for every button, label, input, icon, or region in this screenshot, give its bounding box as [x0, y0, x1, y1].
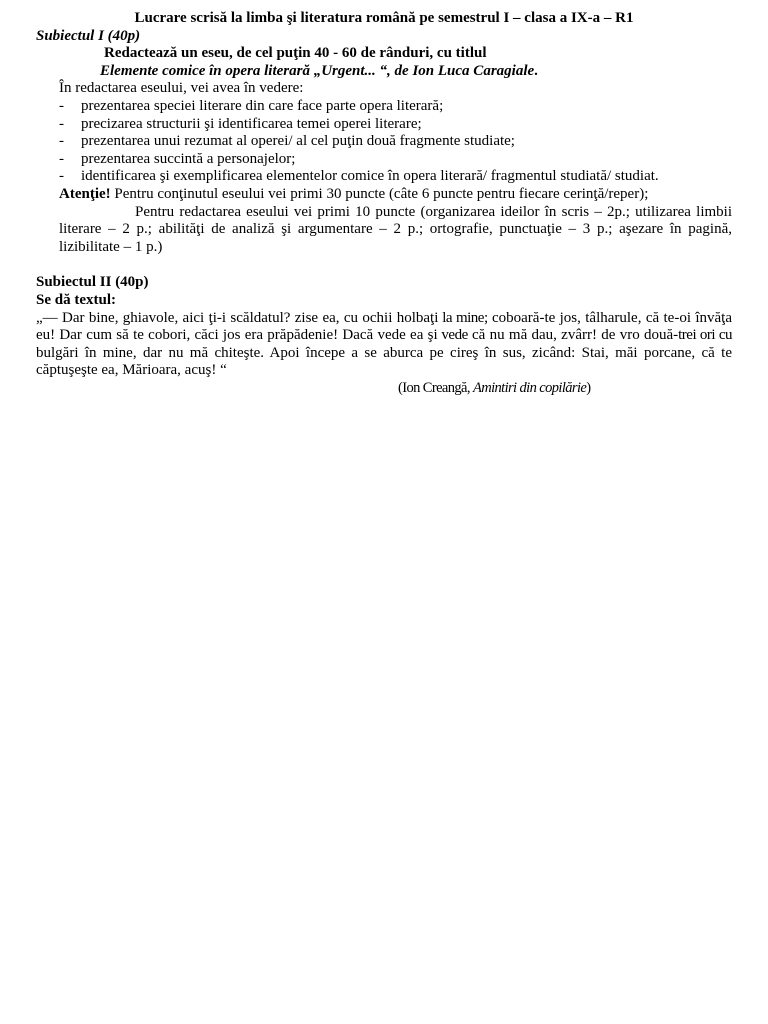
- quote-part: bulgări în mine, dar nu mă chiteşte. Apoi începe a se aburca pe cireş în sus, zicând: Stai, măi porcane, că te căptuşeşte ea, Mărioara, acuş! “: [36, 344, 732, 379]
- quote-part: vede: [437, 327, 468, 344]
- list-item: [36, 133, 732, 151]
- list-dash: -: [59, 133, 64, 150]
- document-title: Lucrare scrisă la limba şi literatura română pe semestrul I – clasa a IX-a – R1: [134, 10, 634, 26]
- attention-label: Atenţie!: [59, 185, 111, 202]
- essay-title: [36, 63, 732, 81]
- requirements-list: [36, 98, 732, 186]
- subject1-heading: Subiectul I (40p): [36, 27, 141, 44]
- list-item: [36, 168, 732, 186]
- essay-title-text: Elemente comice în opera literară „Urgent... “, de Ion Luca Caragiale: [100, 62, 535, 79]
- attribution-author: (Ion Creangă,: [398, 379, 473, 396]
- list-dash: -: [59, 97, 64, 114]
- requirement-text: prezentarea succintă a personajelor;: [81, 150, 296, 167]
- requirement-text: precizarea structurii şi identificarea temei operei literare;: [81, 115, 422, 132]
- document-page: [36, 10, 732, 397]
- list-dash: -: [59, 150, 64, 167]
- quoted-text: [36, 310, 732, 380]
- subject2-heading: Subiectul II (40p): [36, 274, 149, 291]
- list-item: [36, 151, 732, 169]
- quote-part: „— Dar bine, ghiavole, aici ţi-i scăldatul? zise ea, cu ochii holbaţi: [36, 309, 439, 326]
- requirement-text: identificarea şi exemplificarea elementelor comice în opera literară/ fragmentul studiată/ studiat.: [81, 168, 659, 185]
- essay-intro: În redactarea eseului, vei avea în vedere:: [59, 80, 304, 97]
- subject1-task: Redactează un eseu, de cel puţin 40 - 60 de rânduri, cu titlul: [104, 45, 487, 62]
- grading-criteria: Pentru redactarea eseului vei primi 10 puncte (organizarea ideilor în scris – 2p.; utilizarea limbii literare – 2 p.; abilităţi de analiză şi argumentare – 2 p.; ortografie, punctuaţie – 3 p.; aşezare în pagină, lizibilitate – 1 p.): [59, 203, 732, 255]
- given-text-label: Se dă textul:: [36, 291, 116, 308]
- list-item: [36, 98, 732, 116]
- attention-note: [36, 186, 732, 204]
- attribution-work: Amintiri din copilărie: [472, 379, 587, 396]
- essay-title-period: .: [534, 62, 538, 79]
- attribution-end: ): [586, 379, 591, 396]
- quote-part: trei ori cu: [678, 327, 732, 344]
- quote-attribution: [36, 380, 732, 398]
- quote-part: că nu mă dau, zvârr! de vro două-: [467, 327, 679, 344]
- list-dash: -: [59, 115, 64, 132]
- section-spacer: [36, 256, 732, 274]
- requirement-text: prezentarea speciei literare din care face parte opera literară;: [81, 97, 444, 114]
- requirement-text: prezentarea unui rezumat al operei/ al cel puţin două fragmente studiate;: [81, 133, 515, 150]
- attention-text: Pentru conţinutul eseului vei primi 30 puncte (câte 6 puncte pentru fiecare cerinţă/reper);: [110, 185, 649, 202]
- list-dash: -: [59, 168, 64, 185]
- quote-part: la mine;: [438, 309, 488, 326]
- list-item: [36, 116, 732, 134]
- quote-part: coboară-te jos, tâlharule, că te-oi învăţa eu! Dar cum să te cobori, căci jos era prăpădenie! Dacă vede ea şi: [36, 309, 733, 344]
